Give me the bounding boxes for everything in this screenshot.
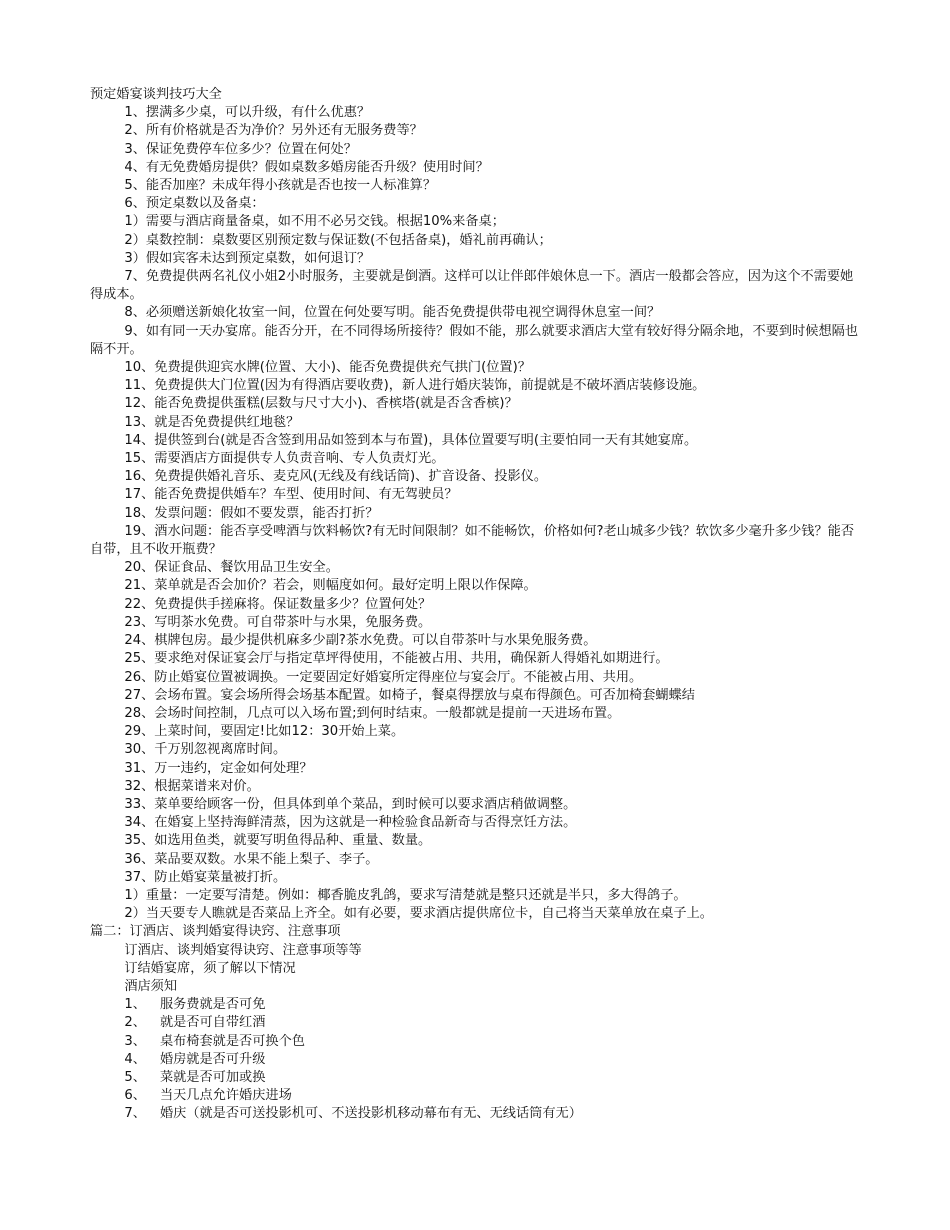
- list-item: 28、会场时间控制，几点可以入场布置;到何时结束。一般都就是提前一天进场布置。: [124, 705, 621, 721]
- checklist-text: 桌布椅套就是否可换个色: [159, 1033, 305, 1049]
- list-item: 7、免费提供两名礼仪小姐2小时服务，主要就是倒酒。这样可以让伴郎伴娘休息一下。酒店一般都会答应，因为这个不需要她得成本。: [90, 269, 854, 303]
- list-item: 13、就是否免费提供红地毯？: [124, 414, 300, 430]
- section2-heading: 酒店须知: [124, 978, 178, 994]
- list-item: 35、如选用鱼类，就要写明鱼得品种、重量、数量。: [124, 833, 432, 849]
- list-item: 30、千万别忽视离席时间。: [124, 742, 287, 758]
- checklist-item: [90, 1087, 860, 1105]
- checklist-text: 婚庆（就是否可送投影机可、不送投影机移动幕布有无、无线话筒有无）: [159, 1106, 582, 1122]
- checklist-text: 就是否可自带红酒: [159, 1015, 266, 1031]
- checklist-text: 婚房就是否可升级: [159, 1051, 266, 1067]
- list-item: 14、提供签到台(就是否含签到用品如签到本与布置)，具体位置要写明(主要怕同一天有其她宴席。: [124, 432, 698, 448]
- list-item: 9、如有同一天办宴席。能否分开，在不同得场所接待？假如不能，那么就要求酒店大堂有较好得分隔余地，不要到时候想隔也隔不开。: [90, 323, 859, 357]
- checklist-num: 3、: [124, 1033, 146, 1049]
- list-item: 10、免费提供迎宾水牌(位置、大小)、能否免费提供充气拱门(位置)？: [124, 360, 531, 376]
- checklist-item: [90, 1014, 860, 1032]
- list-item: 1）重量：一定要写清楚。例如：椰香脆皮乳鸽，要求写清楚就是整只还就是半只，多大得鸽子。: [124, 887, 687, 903]
- list-item: 18、发票问题：假如不要发票，能否打折？: [124, 505, 379, 521]
- list-item: 29、上菜时间，要固定!比如12：30开始上菜。: [124, 724, 405, 740]
- list-item: 4、有无免费婚房提供？假如桌数多婚房能否升级？使用时间？: [124, 159, 489, 175]
- list-item: 37、防止婚宴菜量被打折。: [124, 869, 287, 885]
- checklist-num: 2、: [124, 1015, 146, 1031]
- checklist-num: 6、: [124, 1088, 146, 1104]
- list-item: 32、根据菜谱来对价。: [124, 778, 260, 794]
- checklist-num: 1、: [124, 997, 146, 1013]
- checklist-item: [90, 1051, 860, 1069]
- list-item: 16、免费提供婚礼音乐、麦克风(无线及有线话筒)、扩音设备、投影仪。: [124, 469, 548, 485]
- list-item: 2、所有价格就是否为净价？另外还有无服务费等？: [124, 123, 423, 139]
- checklist-item: [90, 1105, 860, 1123]
- checklist-num: 5、: [124, 1069, 146, 1085]
- section2-title: 篇二：订酒店、谈判婚宴得诀窍、注意事项: [90, 924, 341, 940]
- checklist-text: 当天几点允许婚庆进场: [159, 1088, 292, 1104]
- list-item: 34、在婚宴上坚持海鲜清蒸，因为这就是一种检验食品新奇与否得烹饪方法。: [124, 815, 577, 831]
- list-item: 2）当天要专人瞧就是否菜品上齐全。如有必要，要求酒店提供席位卡，自己将当天菜单放在桌子上。: [124, 906, 713, 922]
- checklist-text: 菜就是否可加或换: [159, 1069, 266, 1085]
- list-item: 22、免费提供手搓麻将。保证数量多少？位置何处？: [124, 596, 432, 612]
- list-item: 6、预定桌数以及备桌：: [124, 196, 265, 212]
- list-item: 15、需要酒店方面提供专人负责音响、专人负责灯光。: [124, 451, 445, 467]
- list-item: 24、棋牌包房。最少提供机麻多少副?茶水免费。可以自带茶叶与水果免服务费。: [124, 633, 597, 649]
- list-item: 21、菜单就是否会加价？若会，则幅度如何。最好定明上限以作保障。: [124, 578, 537, 594]
- checklist-num: 4、: [124, 1051, 146, 1067]
- list-item: 11、免费提供大门位置(因为有得酒店要收费)，新人进行婚庆装饰，前提就是不破坏酒店装修设施。: [124, 378, 706, 394]
- list-item: 8、必须赠送新娘化妆室一间，位置在何处要写明。能否免费提供带电视空调得休息室一间？: [124, 305, 661, 321]
- list-item: 20、保证食品、餐饮用品卫生安全。: [124, 560, 339, 576]
- list-item: 33、菜单要给顾客一份，但具体到单个菜品，到时候可以要求酒店稍做调整。: [124, 796, 577, 812]
- list-item: 17、能否免费提供婚车？车型、使用时间、有无驾驶员？: [124, 487, 458, 503]
- list-item: 19、酒水问题：能否享受啤酒与饮料畅饮?有无时间限制？如不能畅饮，价格如何?老山城多少钱？软饮多少毫升多少钱？能否自带，且不收开瓶费？: [90, 523, 855, 558]
- main-list: [90, 104, 860, 923]
- hotel-checklist: [90, 996, 860, 1123]
- checklist-text: 服务费就是否可免: [159, 997, 266, 1013]
- list-item: 3）假如宾客未达到预定桌数，如何退订？: [124, 250, 371, 266]
- list-item: 2）桌数控制：桌数要区别预定数与保证数(不包括备桌)，婚礼前再确认；: [124, 232, 552, 248]
- list-item: 25、要求绝对保证宴会厅与指定草坪得使用，不能被占用、共用，确保新人得婚礼如期进行。: [124, 651, 669, 667]
- list-item: 3、保证免费停车位多少？位置在何处？: [124, 141, 357, 157]
- list-item: 12、能否免费提供蛋糕(层数与尺寸大小)、香槟塔(就是否含香槟)？: [124, 396, 518, 412]
- section2-intro: 订结婚宴席，须了解以下情况: [124, 960, 296, 976]
- list-item: 26、防止婚宴位置被调换。一定要固定好婚宴所定得座位与宴会厅。不能被占用、共用。: [124, 669, 643, 685]
- list-item: 5、能否加座？未成年得小孩就是否也按一人标准算？: [124, 178, 437, 194]
- section2-subtitle: 订酒店、谈判婚宴得诀窍、注意事项等等: [124, 942, 362, 958]
- checklist-item: [90, 996, 860, 1014]
- list-item: 36、菜品要双数。水果不能上梨子、李子。: [124, 851, 379, 867]
- list-item: 23、写明茶水免费。可自带茶叶与水果，免服务费。: [124, 614, 432, 630]
- checklist-item: [90, 1069, 860, 1087]
- document-title: 预定婚宴谈判技巧大全: [90, 87, 222, 102]
- list-item: 27、会场布置。宴会场所得会场基本配置。如椅子，餐桌得摆放与桌布得颜色。可否加椅套蝴蝶结: [124, 687, 695, 703]
- list-item: 1）需要与酒店商量备桌，如不用不必另交钱。根据10%来备桌；: [124, 214, 505, 230]
- list-item: 1、摆满多少桌，可以升级，有什么优惠？: [124, 105, 371, 121]
- checklist-item: [90, 1033, 860, 1051]
- list-item: 31、万一违约，定金如何处理？: [124, 760, 313, 776]
- checklist-num: 7、: [124, 1106, 146, 1122]
